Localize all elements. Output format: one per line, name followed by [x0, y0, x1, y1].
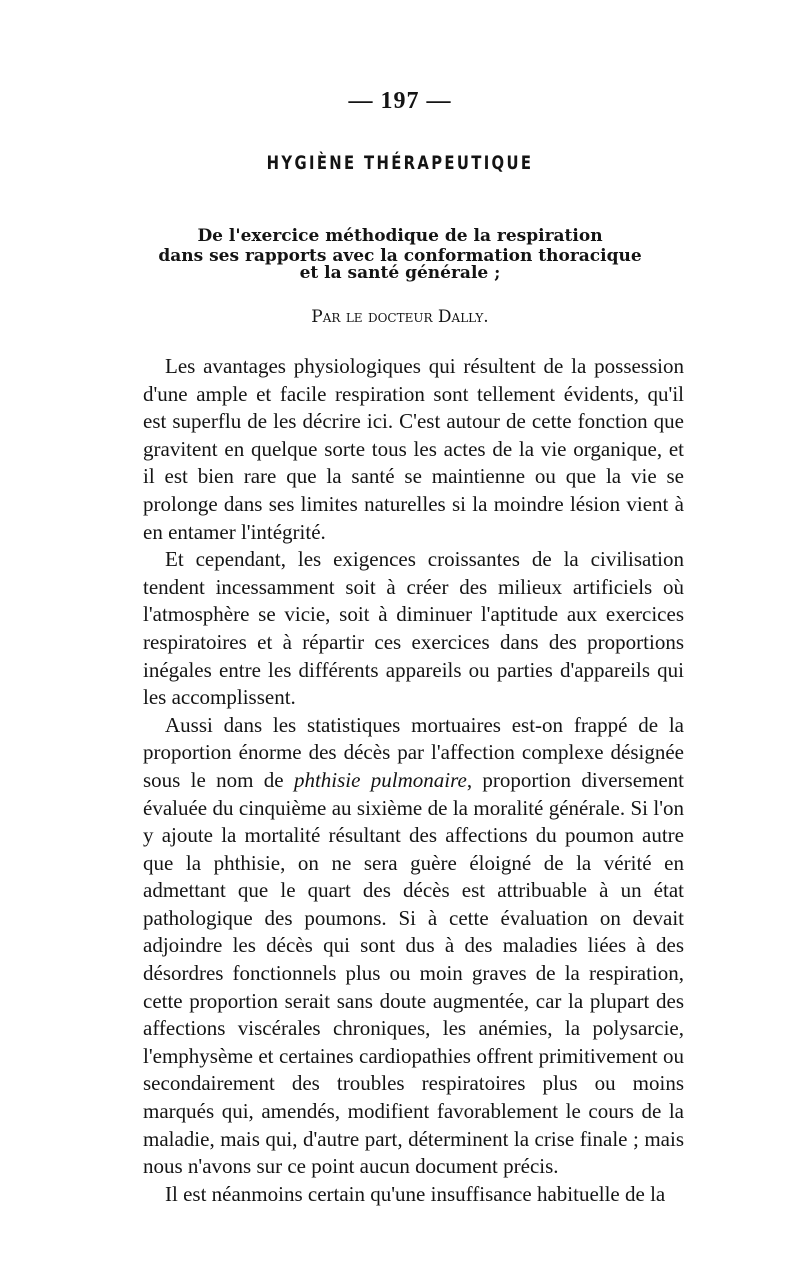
article-title-line-1: De l'exercice méthodique de la respiration	[197, 226, 603, 246]
paragraph-3	[143, 712, 684, 1181]
paragraph-4: Il est néanmoins certain qu'une insuffisance habituelle de la	[165, 1181, 666, 1206]
paragraph-2: Et cependant, les exigences croissantes de la civilisation tendent incessamment soit à créer des milieux artificiels où l'atmosphère se vicie, soit à diminuer l'aptitude aux exercices respiratoires et à répartir ces exercices dans des proportions inégales entre les différents appareils ou parties d'appareils qui les accomplissent.	[143, 547, 684, 710]
section-title: HYGIÈNE THÉRAPEUTIQUE	[266, 152, 534, 174]
article-title-line-2: dans ses rapports avec la conformation thoracique	[158, 246, 642, 266]
paragraph-3-end: , proportion diversement évaluée du cinquième au sixième de la moralité générale. Si l'on y ajoute la mortalité résultant des affections du poumon autre que la phthisie, on ne sera guère éloigné de la vérité en admettant que le quart des décès est attribuable à un état pathologique des poumons. Si à cette évaluation on devait adjoindre les décès qui sont dus à des maladies liées à des désordres fonctionnels plus ou moin graves de la respiration, cette proportion serait sans doute augmentée, car la plupart des affections viscérales chroniques, les anémies, la polysarcie, l'emphysème et certaines cardiopathies offrent primitivement ou secondairement des troubles respiratoires plus ou moins marqués qui, amendés, modifient favorablement le cours de la maladie, mais qui, d'autre part, déterminent la crise finale ; mais nous n'avons sur ce point aucun document précis.	[143, 767, 685, 1179]
paragraph-3-start: Aussi dans les statistiques mortuaires est-on frappé de la proportion énorme des décès par l'affection complexe désignée sous le nom de	[143, 712, 684, 792]
article-title-line-3: et la santé générale ;	[299, 263, 501, 283]
page-number: — 197 —	[348, 88, 452, 114]
body-text	[143, 353, 684, 1208]
paragraph-1: Les avantages physiologiques qui résultent de la possession d'une ample et facile respiration sont tellement évidents, qu'il est superflu de les décrire ici. C'est autour de cette fonction que gravitent en quelque sorte tous les actes de la vie organique, et il est bien rare que la santé se maintienne ou que la vie se prolonge dans ses limites naturelles si la moindre lésion vient à en entamer l'intégrité.	[143, 354, 684, 544]
article-author: Par le docteur Dally.	[311, 307, 489, 327]
emphasized-term: phthisie pulmonaire	[293, 767, 467, 792]
